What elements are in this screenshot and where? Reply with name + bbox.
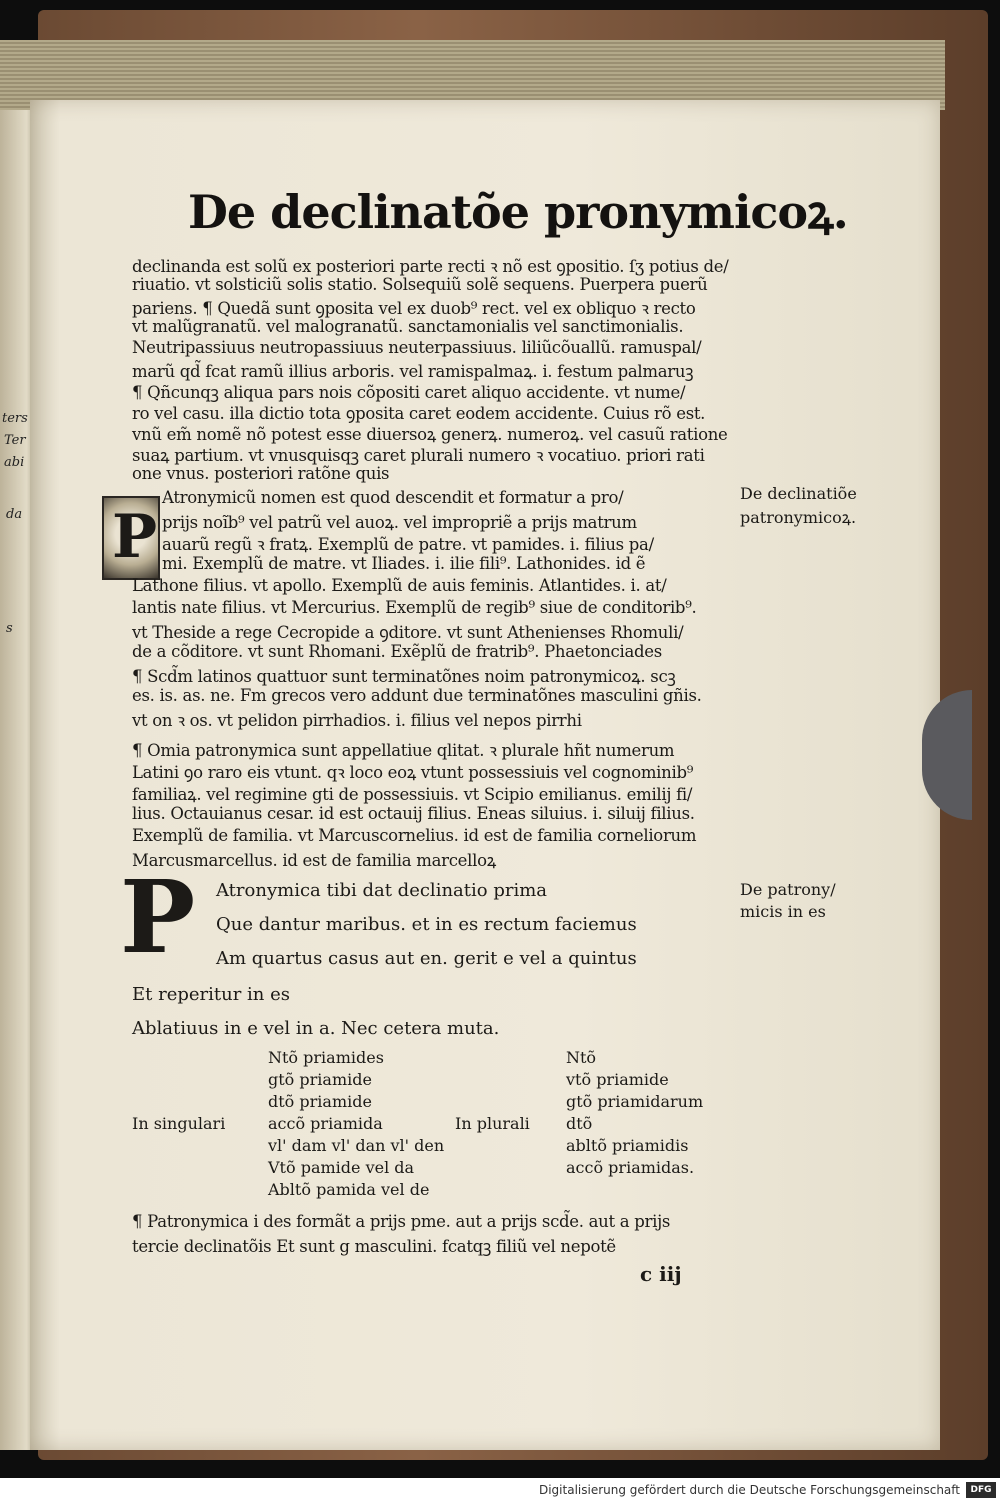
footer-credit: Digitalisierung gefördert durch die Deutsche Forschungsgemeinschaft	[538, 1483, 960, 1497]
plural-label: In plurali	[455, 1114, 530, 1133]
singular-form: Abltõ pamida vel de	[268, 1180, 430, 1199]
text-line: declinanda est solũ ex posteriori parte recti ꝛ nõ est ꝯpositio. ſʒ potius de/	[132, 257, 729, 276]
left-fragment: da	[6, 507, 23, 522]
text-line: auarũ regũ ꝛ fratꝝ. Exemplũ de patre. vt pamides. i. filius pa/	[162, 535, 654, 554]
page-heading: De declinatõe pronymicoꝝ.	[188, 185, 848, 239]
verse-line: Que dantur maribus. et in es rectum faciemus	[216, 914, 637, 935]
text-line: Exemplũ de familia. vt Marcuscornelius. id est de familia corneliorum	[132, 826, 697, 845]
singular-form: dtõ priamide	[268, 1092, 372, 1111]
text-line: ¶ Omia patronymica sunt appellatiue qlitat. ꝛ plurale hñt numerum	[132, 741, 675, 760]
left-fragment: abi	[4, 455, 25, 470]
left-fragment: s	[6, 621, 13, 636]
margin-note: De patrony/	[740, 880, 836, 899]
plural-form: accõ priamidas.	[566, 1158, 695, 1177]
plural-form: abltõ priamidis	[566, 1136, 689, 1155]
plural-form: gtõ priamidarum	[566, 1092, 704, 1111]
text-line: pariens. ¶ Quedã sunt ꝯposita vel ex duob⁹ rect. vel ex obliquo ꝛ recto	[132, 299, 696, 318]
verse-line: Am quartus casus aut en. gerit e vel a quintus	[216, 948, 637, 969]
verse-line: Atronymica tibi dat declinatio prima	[216, 880, 548, 901]
text-line: de a cõditore. vt sunt Rhomani. Exẽplũ de fratrib⁹. Phaetonciades	[132, 642, 662, 661]
text-line: mi. Exemplũ de matre. vt Iliades. i. ilie fili⁹. Lathonides. id ẽ	[162, 554, 646, 573]
text-line: vt on ꝛ os. vt pelidon pirrhadios. i. filius vel nepos pirrhi	[132, 711, 582, 730]
dfg-logo-icon: DFG	[966, 1482, 996, 1498]
verse-line: Ablatiuus in e vel in a. Nec cetera muta.	[132, 1018, 500, 1039]
singular-label: In singulari	[132, 1114, 226, 1133]
text-line: one vnus. posteriori ratõne quis	[132, 464, 390, 483]
initial-letter: P	[112, 502, 158, 572]
singular-form: Ntõ priamides	[268, 1048, 384, 1067]
text-line: vt Theside a rege Cecropide a ꝯditore. vt sunt Athenienses Rhomuli/	[132, 623, 684, 642]
closing-line: ¶ Patronymica i des formãt a prijs pme. aut a prijs scd̃e. aut a prijs	[132, 1212, 671, 1231]
margin-note: micis in es	[740, 902, 826, 921]
margin-note: patronymicoꝝ.	[740, 508, 857, 527]
singular-form: Vtõ pamide vel da	[268, 1158, 415, 1177]
text-line: Neutripassiuus neutropassiuus neuterpassiuus. liliũcõuallũ. ramuspal/	[132, 338, 702, 357]
verse-line: Et reperitur in es	[132, 984, 291, 1005]
folio-signature: c iij	[640, 1262, 682, 1286]
text-line: Atronymicũ nomen est quod descendit et formatur a pro/	[162, 488, 624, 507]
ornamental-initial	[102, 496, 160, 580]
text-line: es. is. as. ne. Fm grecos vero addunt due terminatõnes masculini gñis.	[132, 686, 702, 705]
verse-initial: P	[120, 858, 196, 976]
text-line: marũ qd̃ fcat ramũ illius arboris. vel ramispalmaꝝ. i. festum palmaruꝫ	[132, 362, 694, 381]
plural-form: Ntõ	[566, 1048, 597, 1067]
text-line: lius. Octauianus cesar. id est octauij filius. Eneas siluius. i. siluij filius.	[132, 804, 695, 823]
footer-bar	[0, 1478, 1000, 1504]
margin-note: De declinatiõe	[740, 484, 857, 503]
text-line: ¶ Qñcunqꝫ aliqua pars nois cõpositi caret aliquo accidente. vt nume/	[132, 383, 686, 402]
text-line: prijs noĩb⁹ vel patrũ vel auoꝝ. vel impropriẽ a prijs matrum	[162, 513, 637, 532]
text-line: familiaꝝ. vel regimine gti de possessiuis. vt Scipio emilianus. emilij fi/	[132, 785, 693, 804]
text-line: lantis nate filius. vt Mercurius. Exemplũ de regib⁹ siue de conditorib⁹.	[132, 598, 697, 617]
plural-form: dtõ	[566, 1114, 593, 1133]
text-line: vt malũgranatũ. vel malogranatũ. sanctamonialis vel sanctimonialis.	[132, 317, 684, 336]
text-line: ro vel casu. illa dictio tota ꝯposita caret eodem accidente. Cuius rõ est.	[132, 404, 706, 423]
text-line: ¶ Scd̃m latinos quattuor sunt terminatõnes noim patronymicoꝝ. scꝫ	[132, 667, 676, 686]
text-line: suaꝝ partium. vt vnusquisqꝫ caret plurali numero ꝛ vocatiuo. priori rati	[132, 446, 705, 465]
closing-line: tercie declinatõis Et sunt g masculini. fcatqꝫ filiũ vel nepotẽ	[132, 1237, 616, 1256]
text-line: Latini ꝯo raro eis vtunt. qꝛ loco eoꝝ vtunt possessiuis vel cognominib⁹	[132, 763, 694, 782]
text-line: Lathone filius. vt apollo. Exemplũ de auis feminis. Atlantides. i. at/	[132, 576, 667, 595]
singular-form: vl' dam vl' dan vl' den	[268, 1136, 445, 1155]
left-fragment: Ter	[4, 433, 26, 448]
left-fragment: ters	[2, 411, 28, 426]
text-line: riuatio. vt solsticiũ solis statio. Solsequiũ solẽ sequens. Puerpera puerũ	[132, 275, 708, 294]
singular-form: gtõ priamide	[268, 1070, 372, 1089]
text-line: Marcusmarcellus. id est de familia marcelloꝝ	[132, 851, 496, 870]
singular-form: accõ priamida	[268, 1114, 383, 1133]
plural-form: vtõ priamide	[566, 1070, 669, 1089]
text-line: vnũ em̃ nomẽ nõ potest esse diuersoꝝ generꝝ. numeroꝝ. vel casuũ ratione	[132, 425, 728, 444]
